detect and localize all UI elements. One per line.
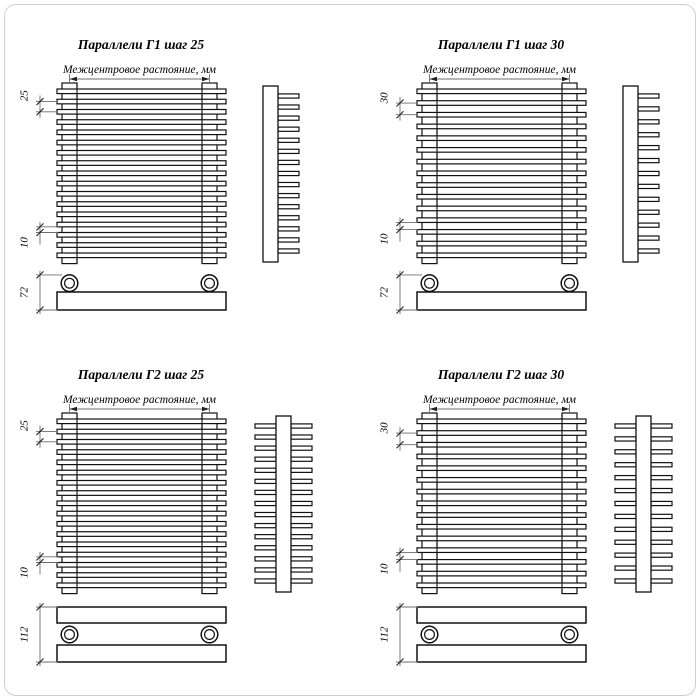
- bracket-panel-top: [417, 607, 586, 623]
- tube-stub: [615, 463, 636, 467]
- tube-stub: [638, 223, 659, 227]
- dimension-label: 112: [18, 626, 31, 643]
- depth-dimension: [379, 603, 419, 666]
- panel-title: Параллели Г1 шаг 25: [77, 37, 205, 52]
- step-dimension: [19, 90, 59, 118]
- tube-stub: [291, 490, 312, 494]
- dimension-label: 112: [378, 626, 391, 643]
- tube-bar: [57, 243, 226, 248]
- tube-stub: [638, 107, 659, 111]
- tube-bar: [57, 99, 226, 104]
- tube-bar: [417, 536, 586, 541]
- tube-section-inner: [65, 630, 75, 640]
- tube-bar: [57, 522, 226, 527]
- tube-bar: [57, 481, 226, 486]
- tube-stub: [615, 501, 636, 505]
- tube-bar: [57, 470, 226, 475]
- tube-stub: [278, 171, 299, 175]
- tube-stub: [615, 514, 636, 518]
- tube-bar: [417, 89, 586, 94]
- tube-stub: [291, 457, 312, 461]
- tube-section-inner: [565, 630, 575, 640]
- dimension-label: 10: [378, 233, 391, 245]
- tube-stub: [278, 138, 299, 142]
- tube-stub: [651, 566, 672, 570]
- tube-stub: [255, 512, 276, 516]
- tube-bar: [417, 560, 586, 565]
- tube-stub: [291, 446, 312, 450]
- tube-stub: [615, 437, 636, 441]
- bottom-view: [417, 275, 586, 310]
- tube-bar: [57, 573, 226, 578]
- step-dimension: [379, 92, 419, 121]
- center-distance-caption: Межцентровое растояние, мм: [63, 64, 216, 76]
- tube-stub: [615, 424, 636, 428]
- tube-stub: [615, 527, 636, 531]
- tube-stub: [278, 194, 299, 198]
- dim-arrow-right: [562, 77, 570, 82]
- tube-stub: [278, 116, 299, 120]
- tube-stub: [651, 437, 672, 441]
- tube-stub: [255, 490, 276, 494]
- tube-stub: [291, 568, 312, 572]
- tube-stub: [255, 479, 276, 483]
- bracket-panel: [417, 292, 586, 310]
- tube-bar: [57, 110, 226, 115]
- panel-g2-step-25: [19, 367, 313, 666]
- tube-stub: [278, 227, 299, 231]
- tube-bar: [57, 552, 226, 557]
- tube-stub: [255, 446, 276, 450]
- tube-stub: [291, 424, 312, 428]
- bracket-panel-top: [57, 607, 226, 623]
- tube-stub: [638, 146, 659, 150]
- bracket-panel: [57, 292, 226, 310]
- dim-arrow-right: [202, 407, 210, 412]
- tube-stub: [291, 435, 312, 439]
- dimension-label: 10: [18, 567, 31, 579]
- gap-dimension: [379, 217, 419, 244]
- tube-bar: [57, 450, 226, 455]
- gap-dimension: [19, 222, 59, 248]
- tube-stub: [638, 184, 659, 188]
- tube-bar: [57, 192, 226, 197]
- tube-bar: [57, 542, 226, 547]
- tube-bar: [417, 583, 586, 588]
- tube-stub: [651, 579, 672, 583]
- tube-bar: [417, 136, 586, 141]
- tube-stub: [638, 133, 659, 137]
- tube-stub: [255, 424, 276, 428]
- front-view: [57, 83, 226, 264]
- panel-title: Параллели Г2 шаг 30: [437, 367, 565, 382]
- tube-stub: [615, 476, 636, 480]
- tube-stub: [638, 236, 659, 240]
- tube-stub: [278, 216, 299, 220]
- tube-stub: [278, 205, 299, 209]
- tube-bar: [417, 454, 586, 459]
- front-view: [57, 413, 226, 594]
- tube-stub: [291, 546, 312, 550]
- tube-bar: [417, 253, 586, 258]
- side-view: [623, 86, 659, 262]
- panel-g1-step-25: [19, 37, 300, 314]
- tube-stub: [255, 535, 276, 539]
- tube-bar: [57, 511, 226, 516]
- tube-stub: [651, 463, 672, 467]
- tube-stub: [278, 160, 299, 164]
- gap-dimension: [19, 552, 59, 578]
- front-view: [417, 413, 586, 594]
- dimension-label: 30: [378, 422, 391, 434]
- tube-stub: [291, 479, 312, 483]
- center-distance-caption: Межцентровое растояние, мм: [423, 64, 576, 76]
- tube-stub: [651, 488, 672, 492]
- tube-stub: [638, 158, 659, 162]
- tube-section-inner: [425, 278, 435, 288]
- tube-stub: [615, 553, 636, 557]
- tube-bar: [57, 171, 226, 176]
- tube-bar: [417, 218, 586, 223]
- tube-stub: [291, 579, 312, 583]
- tube-section-inner: [565, 278, 575, 288]
- tube-bar: [417, 148, 586, 153]
- tube-section-inner: [205, 630, 215, 640]
- tube-bar: [417, 431, 586, 436]
- tube-stub: [278, 182, 299, 186]
- depth-dimension: [379, 271, 423, 314]
- center-distance-caption: Межцентровое растояние, мм: [423, 394, 576, 406]
- tube-bar: [417, 183, 586, 188]
- tube-bar: [417, 159, 586, 164]
- dim-arrow-left: [70, 407, 78, 412]
- tube-stub: [255, 435, 276, 439]
- tube-bar: [57, 233, 226, 238]
- tube-bar: [57, 151, 226, 156]
- tube-bar: [57, 491, 226, 496]
- tube-stub: [651, 527, 672, 531]
- tube-section-inner: [65, 278, 75, 288]
- tube-stub: [255, 557, 276, 561]
- tube-bar: [57, 120, 226, 125]
- tube-stub: [278, 105, 299, 109]
- tube-bar: [57, 583, 226, 588]
- dimension-label: 10: [378, 563, 391, 575]
- tube-stub: [651, 450, 672, 454]
- tube-bar: [57, 419, 226, 424]
- tube-stub: [638, 249, 659, 253]
- tube-bar: [57, 181, 226, 186]
- tube-bar: [417, 524, 586, 529]
- tube-stub: [651, 514, 672, 518]
- tube-stub: [255, 568, 276, 572]
- dim-arrow-left: [430, 407, 438, 412]
- tube-stub: [255, 457, 276, 461]
- tube-bar: [57, 140, 226, 145]
- tube-stub: [638, 94, 659, 98]
- tube-stub: [278, 238, 299, 242]
- tube-stub: [615, 566, 636, 570]
- tube-bar: [417, 571, 586, 576]
- tube-bar: [417, 478, 586, 483]
- tube-stub: [615, 579, 636, 583]
- tube-bar: [417, 466, 586, 471]
- tube-bar: [57, 253, 226, 258]
- tube-bar: [417, 171, 586, 176]
- tube-bar: [57, 429, 226, 434]
- tube-stub: [638, 171, 659, 175]
- tube-stub: [651, 424, 672, 428]
- front-view: [417, 83, 586, 264]
- tube-bar: [57, 440, 226, 445]
- tube-stub: [291, 557, 312, 561]
- tube-section-inner: [425, 630, 435, 640]
- panel-g1-step-30: [379, 37, 660, 314]
- center-distance-caption: Межцентровое растояние, мм: [63, 394, 216, 406]
- dimension-label: 25: [18, 420, 31, 432]
- tube-stub: [255, 546, 276, 550]
- tube-bar: [57, 563, 226, 568]
- dim-arrow-right: [202, 77, 210, 82]
- bracket-panel-bottom: [57, 645, 226, 662]
- tube-stub: [278, 249, 299, 253]
- tube-stub: [615, 488, 636, 492]
- step-dimension: [19, 420, 59, 448]
- tube-bar: [417, 489, 586, 494]
- tube-bar: [417, 442, 586, 447]
- tube-bar: [57, 460, 226, 465]
- riser-profile: [623, 86, 638, 262]
- riser-profile: [636, 416, 651, 592]
- tube-bar: [417, 194, 586, 199]
- tube-stub: [291, 524, 312, 528]
- dimension-label: 72: [18, 286, 31, 298]
- tube-stub: [291, 512, 312, 516]
- tube-bar: [57, 222, 226, 227]
- panel-title: Параллели Г2 шаг 25: [77, 367, 205, 382]
- tube-stub: [291, 501, 312, 505]
- side-view: [255, 416, 312, 592]
- side-view: [263, 86, 299, 262]
- dimension-label: 30: [378, 92, 391, 104]
- tube-bar: [57, 501, 226, 506]
- dimension-label: 10: [18, 237, 31, 249]
- dim-arrow-left: [430, 77, 438, 82]
- tube-bar: [57, 130, 226, 135]
- tube-bar: [57, 202, 226, 207]
- step-dimension: [379, 422, 419, 451]
- panel-title: Параллели Г1 шаг 30: [437, 37, 565, 52]
- tube-bar: [57, 89, 226, 94]
- depth-dimension: [19, 271, 63, 314]
- tube-stub: [651, 540, 672, 544]
- tube-bar: [417, 501, 586, 506]
- tube-stub: [651, 553, 672, 557]
- tube-stub: [255, 468, 276, 472]
- tube-bar: [417, 124, 586, 129]
- tube-bar: [57, 532, 226, 537]
- tube-bar: [417, 230, 586, 235]
- bottom-view: [57, 275, 226, 310]
- bottom-view: [57, 607, 226, 662]
- tube-bar: [57, 212, 226, 217]
- tube-bar: [417, 548, 586, 553]
- tube-stub: [638, 197, 659, 201]
- dimension-label: 72: [378, 286, 391, 298]
- tube-stub: [615, 450, 636, 454]
- tube-stub: [278, 149, 299, 153]
- tube-bar: [417, 513, 586, 518]
- tube-bar: [417, 101, 586, 106]
- bracket-panel-bottom: [417, 645, 586, 662]
- dimension-label: 25: [18, 90, 31, 102]
- tube-bar: [417, 241, 586, 246]
- gap-dimension: [379, 547, 419, 574]
- tube-stub: [291, 535, 312, 539]
- tube-bar: [417, 419, 586, 424]
- tube-stub: [255, 501, 276, 505]
- tube-stub: [291, 468, 312, 472]
- tube-stub: [651, 501, 672, 505]
- tube-stub: [651, 476, 672, 480]
- tube-stub: [638, 120, 659, 124]
- side-view: [615, 416, 672, 592]
- tube-stub: [255, 524, 276, 528]
- tube-section-inner: [205, 278, 215, 288]
- depth-dimension: [19, 603, 59, 666]
- panel-g2-step-30: [379, 367, 673, 666]
- riser-profile: [263, 86, 278, 262]
- tube-stub: [255, 579, 276, 583]
- bottom-view: [417, 607, 586, 662]
- tube-stub: [278, 94, 299, 98]
- tube-bar: [417, 206, 586, 211]
- dim-arrow-left: [70, 77, 78, 82]
- dim-arrow-right: [562, 407, 570, 412]
- tube-bar: [57, 161, 226, 166]
- tube-stub: [615, 540, 636, 544]
- riser-profile: [276, 416, 291, 592]
- tube-bar: [417, 112, 586, 117]
- tube-stub: [638, 210, 659, 214]
- tube-stub: [278, 127, 299, 131]
